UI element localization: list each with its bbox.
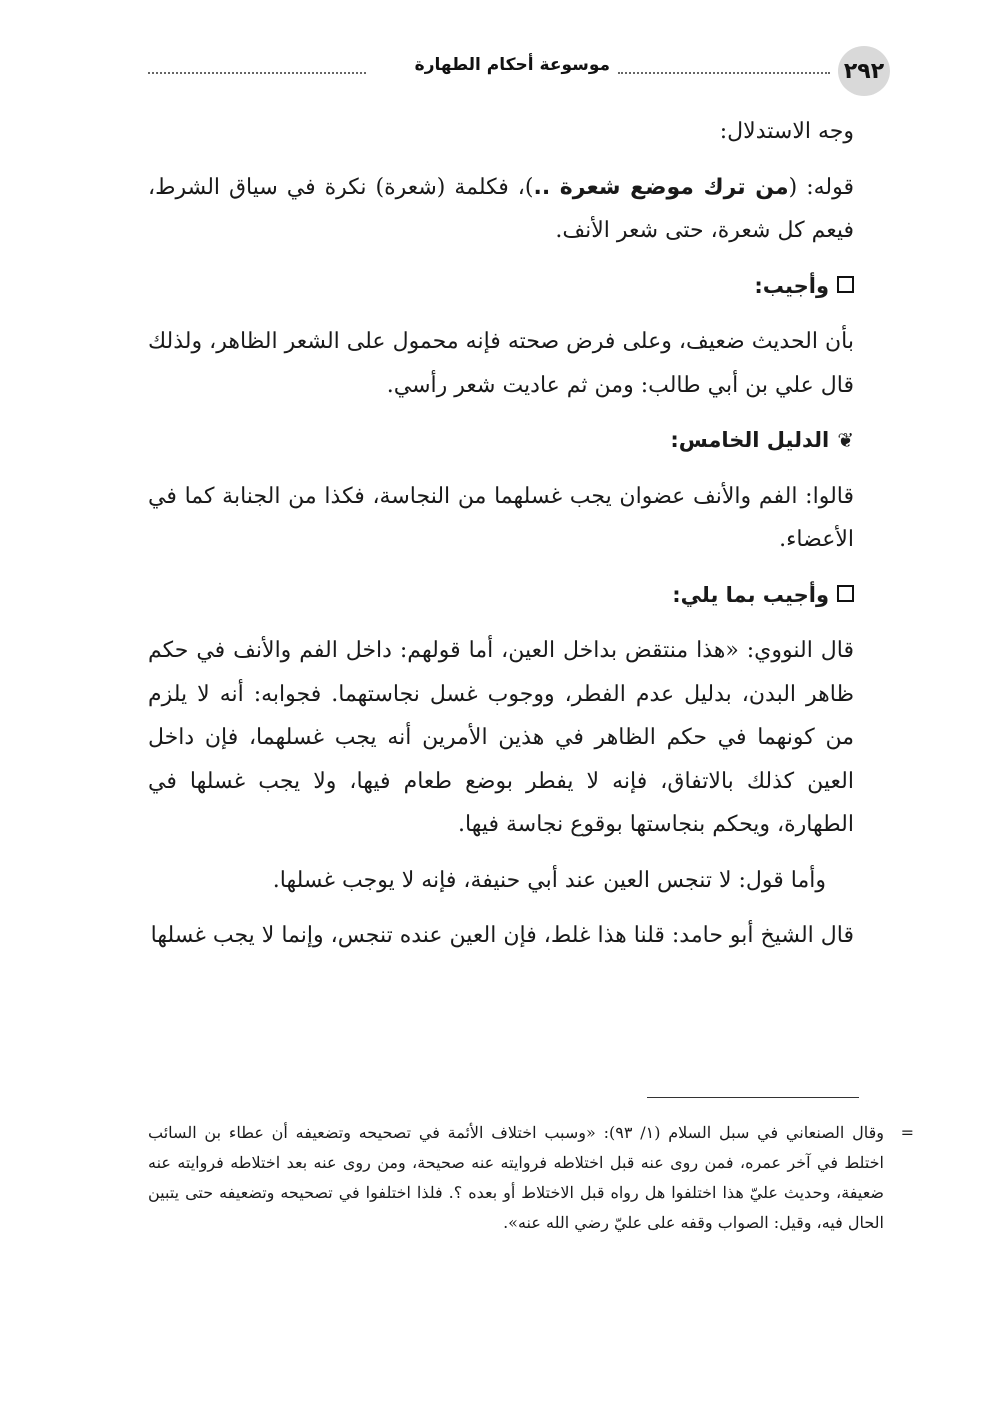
checkbox-icon — [837, 276, 854, 293]
p2-suffix: )، فكلمة (شعرة) نكرة في سياق الشرط، فيعم كل شعرة، حتى شعر الأنف. — [148, 174, 854, 243]
footnote-separator — [647, 1097, 859, 1098]
page-number-badge — [838, 46, 890, 96]
paragraph-hadith-wording — [148, 166, 884, 253]
heading-answer-following — [148, 574, 884, 618]
paragraph-fifth-evidence: قالوا: الفم والأنف عضوان يجب غسلهما من النجاسة، فكذا من الجنابة كما في الأعضاء. — [148, 483, 854, 552]
heading-answer — [148, 265, 884, 309]
heading-fifth-evidence — [148, 419, 884, 463]
heading-answer-text: وأجيب: — [754, 273, 829, 298]
paragraph-inference-title: وجه الاستدلال: — [719, 119, 854, 144]
heading-fifth-evidence-text: الدليل الخامس: — [670, 428, 830, 452]
header-dotted-rule-left — [148, 72, 366, 74]
paragraph-nawawi: قال النووي: «هذا منتقض بداخل العين، أما قولهم: داخل الفم والأنف في حكم ظاهر البدن، بدليل عدم الفطر، ووجوب غسل نجاستهما. فجوابه: أنه لا يلزم من كونهما في حكم الظاهر في هذين الأمرين أنه يجب غسلهما، فإن داخل العين كذلك بالاتفاق، فإنه لا يفطر بوضع طعام فيها، ولا يجب غسلها في الطهارة، ويحكم بنجاستها بوقوع نجاسة فيها. — [148, 638, 854, 837]
footnote-text: وقال الصنعاني في سبل السلام (١/ ٩٣): «وسبب اختلاف الأئمة في تصحيحه وتضعيفه أن عطاء بن السائب اختلط في آخر عمره، فمن روى عنه قبل اختلاطه فروايته عنه صحيحة، ومن روى عنه بعد اختلاطه فروايته عنه ضعيفة، وحديث عليّ هذا اختلفوا هل رواه قبل الاختلاط أو بعده ؟. فلذا اختلفوا في تصحيحه وتضعيفه حتى يتبين الحال فيه، وقيل: الصواب وقفه على عليّ رضي الله عنه». — [148, 1123, 885, 1232]
header-dotted-rule-right — [618, 72, 830, 74]
page-header — [148, 46, 890, 96]
checkbox-icon — [837, 585, 854, 602]
leaf-bullet-icon: ❦ — [837, 428, 854, 452]
heading-answer-following-text: وأجيب بما يلي: — [672, 582, 829, 607]
p2-prefix: قوله: ( — [788, 174, 854, 200]
paragraph-abu-hanifa: وأما قول: لا تنجس العين عند أبي حنيفة، فإنه لا يوجب غسلها. — [272, 867, 826, 893]
paragraph-answer: بأن الحديث ضعيف، وعلى فرض صحته فإنه محمول على الشعر الظاهر، ولذلك قال علي بن أبي طالب: ومن ثم عاديت شعر رأسي. — [148, 329, 854, 398]
main-text — [148, 110, 884, 958]
p2-bold-quote: من ترك موضع شعرة .. — [533, 174, 789, 200]
footnote-continuation-marker: = — [900, 1123, 914, 1142]
page-number: ٢٩٢ — [843, 58, 885, 84]
paragraph-abu-hamid: قال الشيخ أبو حامد: قلنا هذا غلط، فإن العين عنده تنجس، وإنما لا يجب غسلها — [150, 923, 854, 948]
running-title: موسوعة أحكام الطهارة — [414, 55, 610, 75]
footnote — [148, 1118, 914, 1238]
